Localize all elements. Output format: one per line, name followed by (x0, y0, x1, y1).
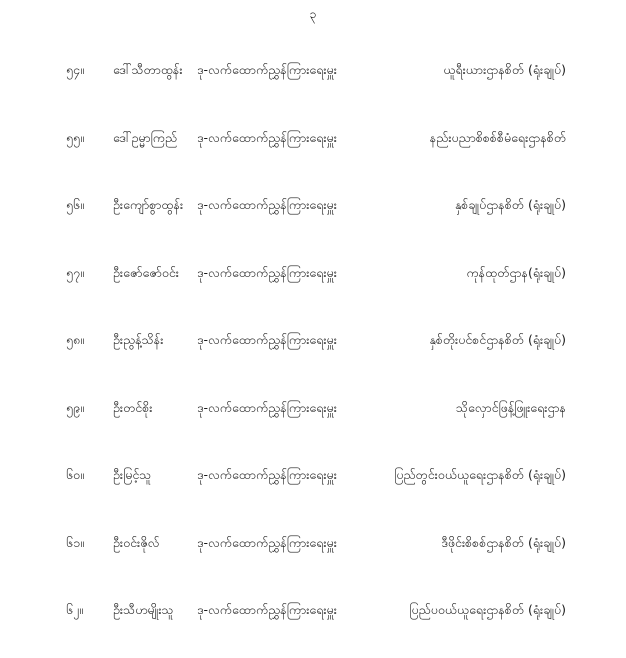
list-item (0, 388, 626, 456)
position-title: ဒု-လက်ထောက်ညွှန်ကြားရေးမှူး (197, 534, 337, 550)
list-item (0, 455, 626, 523)
department: ဒီဖိုင်းစိစစ်ဌာနစိတ် (ရုံးချုပ်) (441, 534, 566, 550)
person-name: ဦးမြင့်သူ (113, 467, 152, 482)
department: နှစ်ချုပ်ဌာနစိတ် (ရုံးချုပ်) (454, 197, 566, 212)
item-number: ၅၈။ (66, 332, 84, 347)
position-title: ဒု-လက်ထောက်ညွှန်ကြားရေးမှူး (197, 602, 337, 617)
list-item (0, 185, 626, 253)
item-number: ၆၀။ (66, 467, 84, 482)
item-number: ၅၅။ (66, 129, 84, 145)
page-number: ၃ (309, 7, 317, 21)
item-number: ၅၇။ (66, 264, 84, 280)
person-name: ဦးသီဟမျိုးသူ (113, 602, 174, 617)
item-number: ၅၉။ (66, 399, 84, 415)
list-item (0, 118, 626, 186)
department: သိုလှောင်ဖြန့်ဖြူးရေးဌာန (455, 399, 566, 415)
item-number: ၅၆။ (66, 197, 84, 212)
department: နည်းပညာစိစစ်စီမံရေးဌာနစိတ် (429, 129, 566, 145)
list-item (0, 590, 626, 658)
position-title: ဒု-လက်ထောက်ညွှန်ကြားရေးမှူး (197, 467, 337, 482)
person-name: ဦးဝင်းဇိုလ် (113, 534, 160, 550)
position-title: ဒု-လက်ထောက်ညွှန်ကြားရေးမှူး (197, 264, 337, 280)
department: ပြည်တွင်းဝယ်ယူရေးဌာနစိတ် (ရုံးချုပ်) (394, 467, 566, 482)
position-title: ဒု-လက်ထောက်ညွှန်ကြားရေးမှူး (197, 62, 337, 77)
person-name: ဦးတင်စိုး (113, 399, 153, 415)
department: နှစ်တိုးပင်စင်ဌာနစိတ် (ရုံးချုပ်) (429, 332, 566, 347)
position-title: ဒု-လက်ထောက်ညွှန်ကြားရေးမှူး (197, 399, 337, 415)
staff-list (0, 50, 626, 658)
department: ကုန်ထုတ်ဌာန(ရုံးချုပ်) (466, 264, 566, 280)
person-name: ဦးညွန့်သိန်း (113, 332, 164, 347)
list-item (0, 50, 626, 118)
person-name: ဦးကျော်စွာထွန်း (113, 197, 184, 212)
list-item (0, 253, 626, 321)
department: ပြည်ပဝယ်ယူရေးဌာနစိတ် (ရုံးချုပ်) (409, 602, 566, 617)
person-name: ဦးဇော်ဇော်ဝင်း (113, 264, 179, 280)
position-title: ဒု-လက်ထောက်ညွှန်ကြားရေးမှူး (197, 332, 337, 347)
department: ယူရီးယားဌာနစိတ် (ရုံးချုပ်) (443, 62, 566, 77)
item-number: ၅၄။ (66, 62, 84, 77)
list-item (0, 320, 626, 388)
person-name: ဒေါ်သီတာထွန်း (113, 62, 183, 77)
person-name: ဒေါ်ဥမ္မာကြည် (113, 129, 178, 145)
position-title: ဒု-လက်ထောက်ညွှန်ကြားရေးမှူး (197, 129, 337, 145)
item-number: ၆၂။ (66, 602, 83, 617)
list-item (0, 523, 626, 591)
position-title: ဒု-လက်ထောက်ညွှန်ကြားရေးမှူး (197, 197, 337, 212)
item-number: ၆၁။ (66, 534, 84, 550)
